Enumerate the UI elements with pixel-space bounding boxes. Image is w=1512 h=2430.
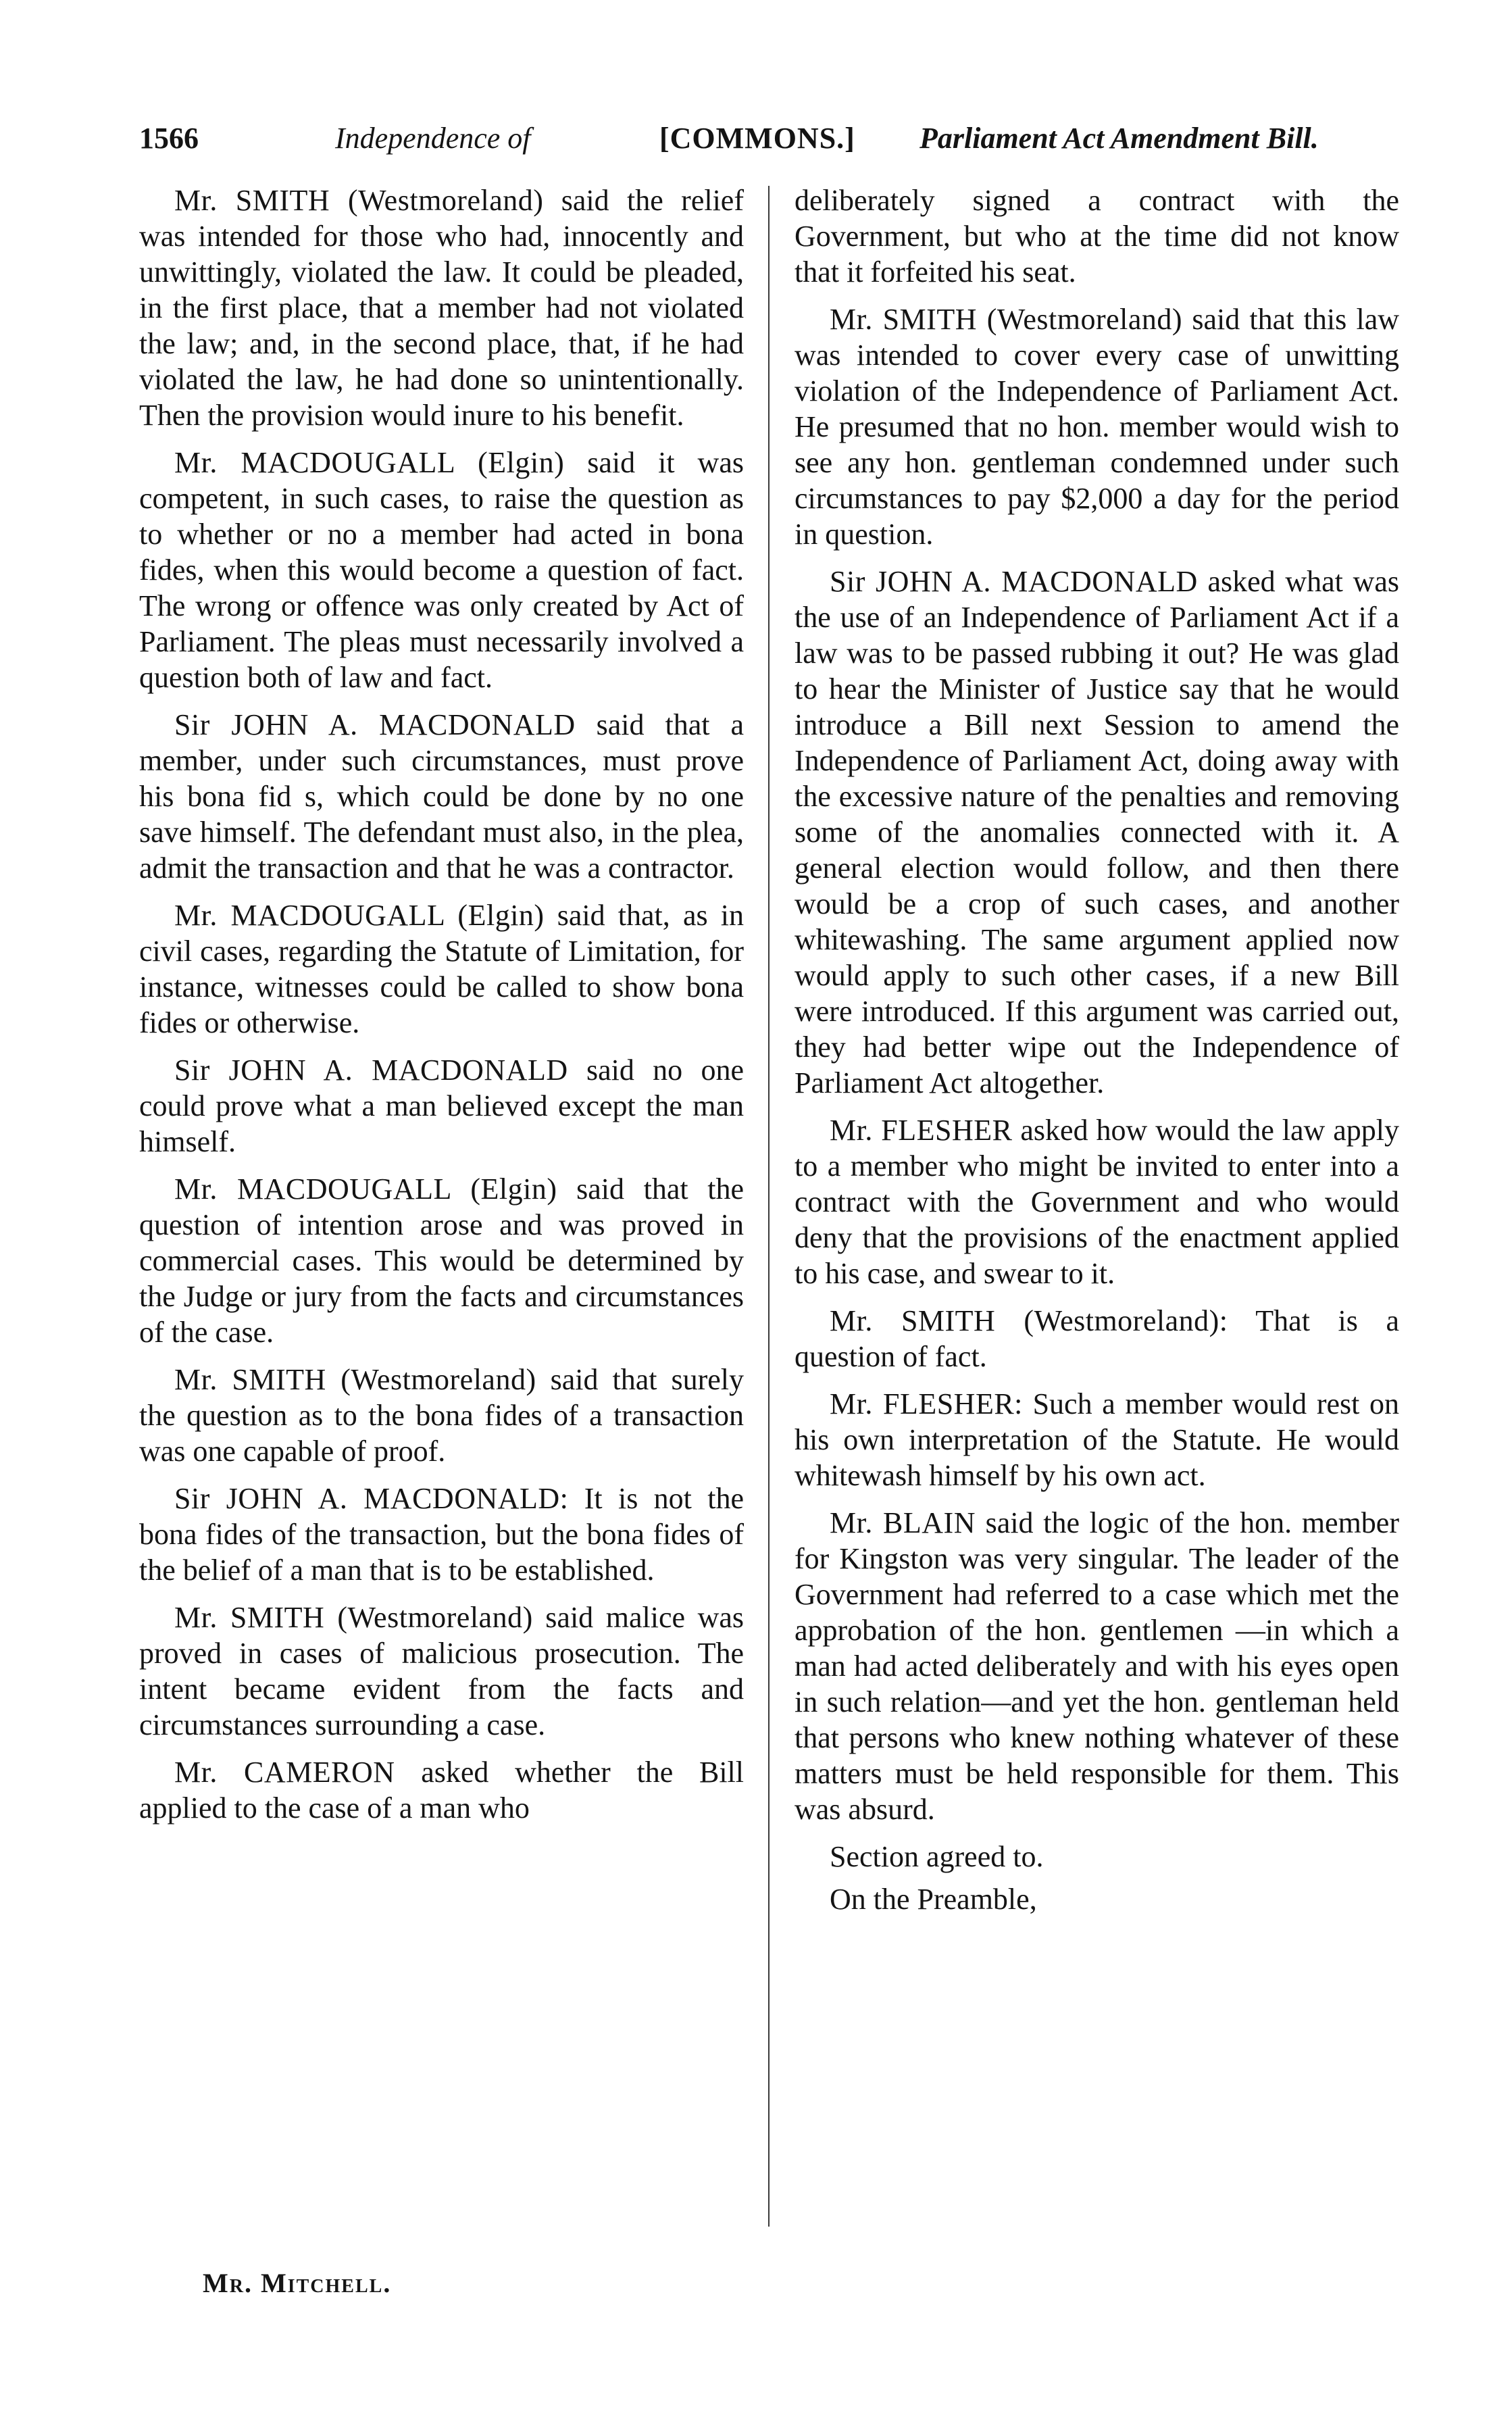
speech-paragraph: [139, 1600, 744, 1743]
speech-text: It is not the bona fides of the transaction, but the bona fides of the belief of a man that is to be established.: [139, 1482, 745, 1587]
speech-text: said no one could prove what a man believed except the man himself.: [139, 1053, 745, 1158]
speech-paragraph: [139, 1171, 744, 1350]
running-header: [139, 115, 1423, 162]
column-divider: [768, 186, 770, 2227]
speech-paragraph: [139, 707, 744, 886]
speech-paragraph: [139, 1481, 744, 1588]
speaker-name: Mr. CAMERON: [174, 1756, 395, 1789]
procedure-note: [795, 1839, 1399, 1875]
speech-text: asked how would the law apply to a member who might be invited to enter into a contract with the Government and who would deny that the provisions of the enactment applied to his case, and swear to it.: [795, 1114, 1399, 1290]
chamber-label: [COMMONS.]: [659, 122, 855, 155]
speaker-name: Sir JOHN A. MACDONALD:: [174, 1482, 569, 1515]
speech-paragraph: [795, 1112, 1399, 1291]
speech-paragraph: [139, 897, 744, 1041]
speaker-name: Sir JOHN A. MACDONALD: [174, 1053, 568, 1087]
speech-paragraph-continued: [795, 182, 1399, 290]
speech-paragraph: [139, 182, 744, 433]
speaker-name: Mr. BLAIN: [830, 1506, 976, 1539]
speaker-name: Mr. FLESHER:: [830, 1387, 1023, 1420]
speech-text: said malice was proved in cases of malicious prosecution. The intent became evident from the facts and circumstances surrounding a case.: [139, 1601, 744, 1741]
speech-paragraph: [795, 564, 1399, 1101]
speaker-name: Mr. SMITH (Westmoreland): [174, 1363, 536, 1396]
next-speaker-catchword: Mr. Mitchell.: [203, 2268, 392, 2298]
speech-text: asked whether the Bill applied to the case of a man who: [139, 1756, 744, 1825]
speech-text: said that, as in civil cases, regarding the Statute of Limitation, for instance, witnesses could be called to show bona fides or otherwise.: [139, 899, 744, 1039]
speaker-name: Mr. SMITH (Westmoreland): [174, 184, 544, 217]
speech-text: deliberately signed a contract with the Government, but who at the time did not know that it forfeited his seat.: [795, 184, 1399, 289]
speech-paragraph: [795, 1303, 1399, 1374]
speech-paragraph: [795, 301, 1399, 552]
speech-text: Such a member would rest on his own interpretation of the Statute. He would whitewash himself by his own act.: [795, 1387, 1399, 1492]
speaker-name: Mr. MACDOUGALL (Elgin): [174, 446, 565, 479]
speaker-name: Mr. SMITH (Westmoreland):: [830, 1304, 1228, 1337]
speech-paragraph: [139, 1052, 744, 1160]
speech-paragraph: [795, 1505, 1399, 1827]
left-column: [139, 182, 744, 1837]
speaker-name: Mr. SMITH (Westmoreland): [174, 1601, 533, 1634]
speech-text: That is a question of fact.: [795, 1304, 1399, 1373]
speech-paragraph: [139, 445, 744, 695]
speech-text: asked what was the use of an Independence of Parliament Act if a law was to be passed rubbing it out? He was glad to hear the Minister of Justice say that he would introduce a Bill next Session to amend the Independence of Parliament Act, doing away with the excessive nature of the penalties and removing some of the anomalies connected with it. A general election would follow, and then there would be a crop of such cases, and another whitewashing. The same argument applied now would apply to such other cases, if a new Bill were introduced. If this argument was carried out, they had better wipe out the Independence of Parliament Act altogether.: [795, 565, 1399, 1099]
speech-paragraph: [795, 1386, 1399, 1493]
speech-text: said that the question of intention arose and was proved in commercial cases. This would be determined by the Judge or jury from the facts and circumstances of the case.: [139, 1172, 745, 1349]
speaker-name: Sir JOHN A. MACDONALD: [174, 708, 576, 741]
speech-paragraph: [139, 1362, 744, 1469]
speech-text: said it was competent, in such cases, to raise the question as to whether or no a member had acted in bona fides, when this would become a question of fact. The wrong or offence was only created by Act of Parliament. The pleas must necessarily involved a question both of law and fact.: [139, 446, 744, 694]
speaker-name: Mr. MACDOUGALL (Elgin): [174, 899, 545, 932]
left-running-title: Independence of: [335, 122, 531, 155]
procedure-text: Section agreed to.: [830, 1840, 1044, 1873]
speech-text: said that surely the question as to the bona fides of a transaction was one capable of proof.: [139, 1363, 745, 1468]
right-running-title: Parliament Act Amendment Bill.: [919, 122, 1319, 155]
right-column: [795, 182, 1399, 1924]
speech-text: said the logic of the hon. member for Kingston was very singular. The leader of the Government had referred to a case which met the approbation of the hon. gentlemen —in which a man had acted deliberately and with his eyes open in such relation—and yet the hon. gentleman held that persons who knew nothing whatever of these matters must be held responsible for them. This was absurd.: [795, 1506, 1399, 1826]
procedure-note: [795, 1881, 1399, 1917]
speech-text: said that a member, under such circumstances, must prove his bona fid s, which could be done by no one save himself. The defendant must also, in the plea, admit the transaction and that he was a contractor.: [139, 708, 744, 885]
speaker-name: Mr. FLESHER: [830, 1114, 1013, 1147]
speech-paragraph: [139, 1754, 744, 1826]
speech-text: said the relief was intended for those who had, innocently and unwittingly, violated the law. It could be pleaded, in the first place, that a member had not violated the law; and, in the second place, that, if he had violated the law, he had done so unintentionally. Then the provision would inure to his benefit.: [139, 184, 744, 432]
page-number: 1566: [139, 122, 199, 155]
speaker-name: Mr. MACDOUGALL (Elgin): [174, 1172, 557, 1206]
procedure-text: On the Preamble,: [830, 1883, 1037, 1916]
speaker-name: Mr. SMITH (Westmoreland): [830, 303, 1183, 336]
speaker-name: Sir JOHN A. MACDONALD: [830, 565, 1198, 598]
speech-text: said that this law was intended to cover every case of unwitting violation of the Independence of Parliament Act. He presumed that no hon. member would wish to see any hon. gentleman condemned under such circumstances to pay $2,000 a day for the period in question.: [795, 303, 1399, 551]
